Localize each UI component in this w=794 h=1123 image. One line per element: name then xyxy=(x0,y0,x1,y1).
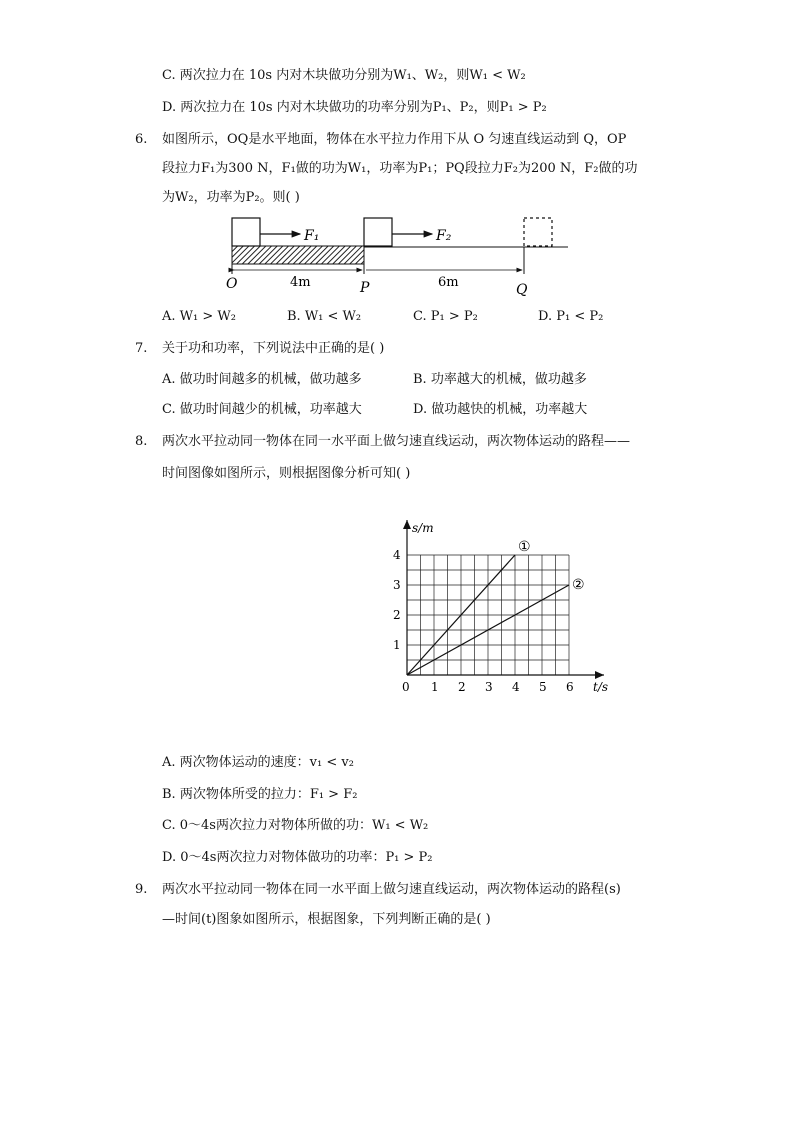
x-tick-label: 5 xyxy=(539,680,547,694)
q7-option-b: B. 功率越大的机械，做功越多 xyxy=(413,372,587,387)
y-axis-arrow xyxy=(403,520,411,529)
q7-option-c: C. 做功时间越少的机械，功率越大 xyxy=(162,402,362,417)
y-tick-label: 2 xyxy=(393,608,401,622)
series-label-1: ① xyxy=(518,539,531,555)
q5-option-d: D. 两次拉力在 10s 内对木块做功的功率分别为P₁、P₂，则P₁ > P₂ xyxy=(162,100,547,115)
q7-number: 7. xyxy=(135,341,148,356)
q7-option-a: A. 做功时间越多的机械，做功越多 xyxy=(162,372,362,387)
y-tick-label: 3 xyxy=(393,578,401,592)
point-o-label: O xyxy=(226,276,238,292)
block-at-p xyxy=(364,218,392,246)
x-axis-arrow xyxy=(595,671,604,679)
f1-label: F₁ xyxy=(304,228,320,244)
st-chart xyxy=(380,515,620,715)
q8-number: 8. xyxy=(135,434,148,449)
q8-stem-line1: 两次水平拉动同一物体在同一水平面上做匀速直线运动，两次物体运动的路程—— xyxy=(162,434,631,449)
block-at-q-dashed xyxy=(524,218,552,246)
x-tick-label: 2 xyxy=(458,680,466,694)
hatched-ground xyxy=(232,246,364,264)
f2-label: F₂ xyxy=(436,228,452,244)
q8-option-c: C. 0～4s两次拉力对物体所做的功：W₁ < W₂ xyxy=(162,818,429,833)
q9-number: 9. xyxy=(135,882,148,897)
q6-option-b: B. W₁ < W₂ xyxy=(287,309,362,324)
x-tick-label: 3 xyxy=(485,680,493,694)
q7-stem: 关于功和功率，下列说法中正确的是( ) xyxy=(162,341,385,356)
q6-option-d: D. P₁ < P₂ xyxy=(538,309,604,324)
x-tick-label: 4 xyxy=(512,680,520,694)
q8-stem-line2: 时间图像如图所示，则根据图像分析可知( ) xyxy=(162,466,411,481)
distance-op-label: 4m xyxy=(290,275,311,290)
distance-pq-label: 6m xyxy=(438,275,459,290)
q6-number: 6. xyxy=(135,132,148,147)
q8-option-a: A. 两次物体运动的速度：v₁ < v₂ xyxy=(162,755,354,770)
series-label-2: ② xyxy=(572,577,585,593)
q8-option-d: D. 0～4s两次拉力对物体做功的功率：P₁ > P₂ xyxy=(162,850,433,865)
q6-figure xyxy=(220,212,580,296)
q9-stem-line1: 两次水平拉动同一物体在同一水平面上做匀速直线运动，两次物体运动的路程(s) xyxy=(162,882,621,897)
x-tick-label: 6 xyxy=(566,680,574,694)
y-tick-label: 4 xyxy=(393,548,401,562)
y-tick-label: 1 xyxy=(393,638,401,652)
q6-stem-line3: 为W₂，功率为P₂。则( ) xyxy=(162,190,300,205)
y-axis-label: s/m xyxy=(412,521,434,535)
point-p-label: P xyxy=(360,280,370,296)
q6-option-a: A. W₁ > W₂ xyxy=(162,309,236,324)
x-axis-label: t/s xyxy=(593,680,609,694)
q6-stem-line2: 段拉力F₁为300 N，F₁做的功为W₁，功率为P₁；PQ段拉力F₂为200 N，F₂做的功 xyxy=(162,161,638,176)
q7-option-d: D. 做功越快的机械，功率越大 xyxy=(413,402,588,417)
point-q-label: Q xyxy=(516,282,528,296)
q9-stem-line2: —时间(t)图象如图所示，根据图象，下列判断正确的是( ) xyxy=(162,912,491,927)
q5-option-c: C. 两次拉力在 10s 内对木块做功分别为W₁、W₂，则W₁ < W₂ xyxy=(162,68,526,83)
q6-option-c: C. P₁ > P₂ xyxy=(413,309,478,324)
q8-option-b: B. 两次物体所受的拉力：F₁ > F₂ xyxy=(162,787,358,802)
x-tick-label: 0 xyxy=(402,680,410,694)
block-at-o xyxy=(232,218,260,246)
x-tick-label: 1 xyxy=(431,680,439,694)
q6-stem-line1: 如图所示，OQ是水平地面，物体在水平拉力作用下从 O 匀速直线运动到 Q，OP xyxy=(162,132,627,147)
